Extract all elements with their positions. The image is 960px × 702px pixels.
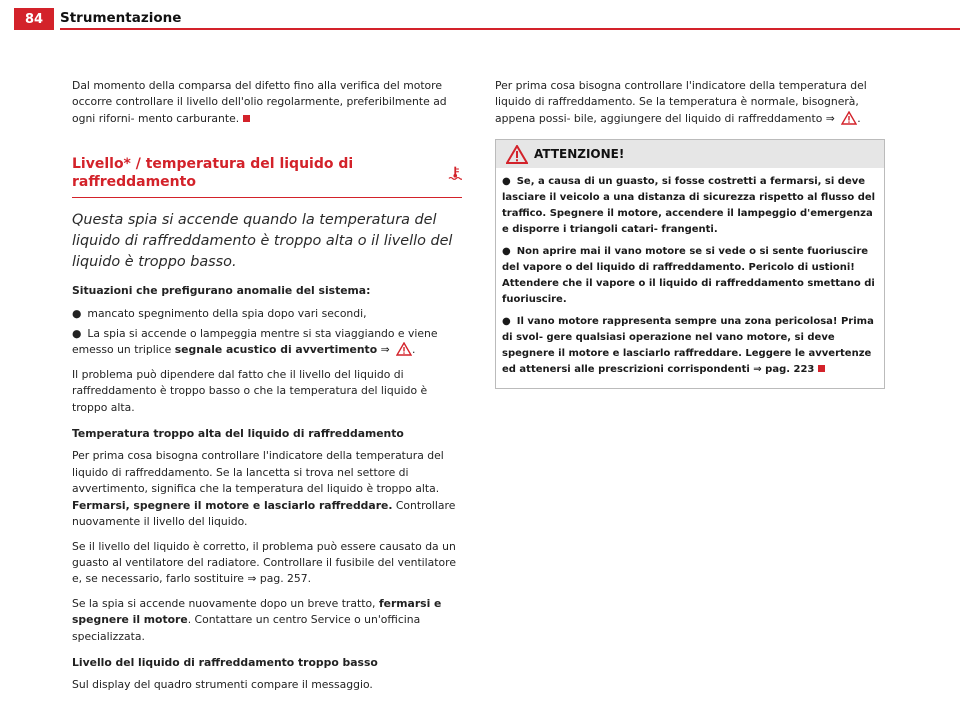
recurrence-paragraph: Se la spia si accende nuovamente dopo un breve tratto, fermarsi e spegnere il motore. Contattare un centro Service o un'officina specializzata.: [72, 596, 442, 643]
problem-paragraph: Il problema può dipendere dal fatto che il livello del liquido di raffreddamento è troppo basso o che la temperatura del liquido è troppo alta.: [72, 367, 428, 414]
left-column: [72, 78, 462, 702]
warning-header: [496, 140, 884, 168]
section-title: Livello* / temperatura del liquido di raffreddamento: [72, 155, 462, 198]
cross-reference-arrow: ⇒: [753, 364, 762, 376]
list-item: ● La spia si accende o lampeggia mentre si sta viaggiando e viene emesso un triplice segnale acustico di avvertimento ⇒ .: [72, 327, 438, 357]
right-column: [495, 78, 885, 389]
header-rule: [60, 28, 960, 30]
cross-reference-arrow: ⇒: [380, 343, 390, 357]
bullet-glyph: ●: [72, 306, 82, 320]
temperature-paragraph: Per prima cosa bisogna controllare l'indicatore della temperatura del liquido di raffreddamento. Se la lancetta si trova nel settore di avvertimento, significa che la temperatura del liquido è troppo alta. Fermarsi, spegnere il motore e lasciarlo raffreddare. Controllare nuovamente il livello del liquido.: [72, 449, 456, 529]
warning-item: ● Il vano motore rappresenta sempre una zona pericolosa! Prima di svol- gere qualsiasi operazione nel vano motore, si deve spegnere il motore e lasciarlo raffreddare. Leggere le avvertenze ed attenersi alle prescrizioni corrispondenti ⇒ pag. 223: [502, 316, 874, 376]
page-reference-link[interactable]: pag. 257.: [259, 572, 312, 586]
warning-box: [495, 139, 885, 389]
warning-triangle-icon[interactable]: [841, 111, 857, 125]
cross-reference-arrow: ⇒: [825, 111, 835, 125]
bullet-glyph: ●: [72, 327, 82, 341]
bullet-glyph: ●: [502, 176, 511, 188]
intro-paragraph: Dal momento della comparsa del difetto fino alla verifica del motore occorre controllare il livello dell'olio regolarmente, preferibilmente ad ogni riforni- mento carburante.: [72, 79, 447, 125]
warning-item: ● Se, a causa di un guasto, si fosse costretti a fermarsi, si deve lasciare il veicolo a una distanza di sicurezza rispetto al flusso del traffico. Spegnere il motore, accendere il lampeggio d'emergenza e disporre i triangoli catari- frangenti.: [502, 176, 876, 236]
lead-paragraph: Questa spia si accende quando la temperatura del liquido di raffreddamento è troppo alta o il livello del liquido è troppo basso.: [72, 212, 453, 271]
end-of-section-mark: [818, 365, 825, 372]
warning-title: ATTENZIONE!: [534, 147, 625, 162]
warning-item: ● Non aprire mai il vano motore se si vede o si sente fuoriuscire del vapore o del liquido di raffreddamento. Pericolo di ustioni! Attendere che il vapore o il liquido di raffreddamento smettano di fuoriuscire.: [502, 246, 875, 306]
situations-list: [72, 306, 462, 359]
temperature-heading: Temperatura troppo alta del liquido di raffreddamento: [72, 427, 404, 441]
list-item: ● mancato spegnimento della spia dopo vari secondi,: [72, 306, 367, 320]
low-level-paragraph: Sul display del quadro strumenti compare il messaggio.: [72, 678, 373, 692]
warning-triangle-icon[interactable]: [396, 342, 412, 356]
right-intro-paragraph: Per prima cosa bisogna controllare l'indicatore della temperatura del liquido di raffreddamento. Se la temperatura è normale, bisognerà, appena possi- bile, aggiungere del liquido di raffreddamento ⇒ .: [495, 79, 867, 125]
page-header: [0, 0, 960, 30]
situations-heading: Situazioni che prefigurano anomalie del sistema:: [72, 284, 371, 298]
fan-paragraph: Se il livello del liquido è corretto, il problema può essere causato da un guasto al ventilatore del radiatore. Controllare il fusibile del ventilatore e, se necessario, farlo sostituire ⇒ pag. 257.: [72, 539, 456, 586]
coolant-temperature-icon: [448, 165, 463, 181]
page-reference-link[interactable]: pag. 223: [765, 364, 815, 376]
bullet-glyph: ●: [502, 246, 511, 258]
warning-triangle-icon: [506, 145, 528, 164]
page-number: 84: [14, 8, 54, 30]
warning-body: [496, 168, 884, 388]
low-level-heading: Livello del liquido di raffreddamento troppo basso: [72, 655, 378, 669]
end-of-section-mark: [243, 115, 250, 122]
cross-reference-arrow: ⇒: [247, 572, 257, 586]
bullet-glyph: ●: [502, 316, 511, 328]
chapter-title: Strumentazione: [60, 10, 182, 26]
